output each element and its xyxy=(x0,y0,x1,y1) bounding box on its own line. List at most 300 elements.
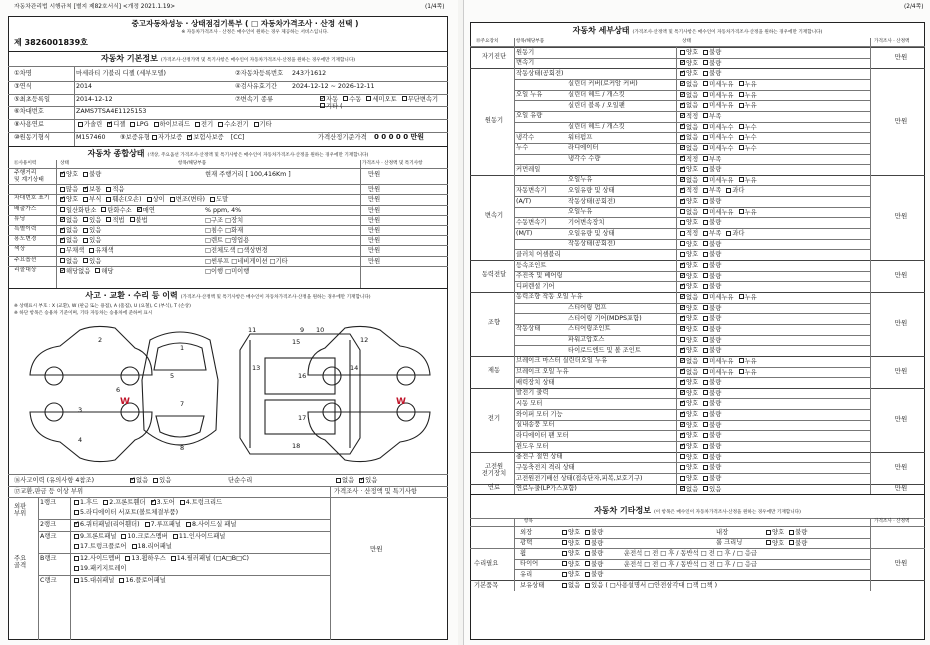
detail-option xyxy=(737,124,757,131)
detail-option xyxy=(701,230,721,237)
checkbox[interactable] xyxy=(703,135,708,140)
checkbox[interactable] xyxy=(680,476,685,481)
checkbox[interactable] xyxy=(703,348,708,353)
checkbox[interactable] xyxy=(83,228,88,233)
column-divider xyxy=(70,497,71,640)
detail-option xyxy=(701,113,721,120)
checkbox[interactable] xyxy=(703,369,708,374)
checkbox[interactable] xyxy=(703,454,708,459)
checkbox[interactable] xyxy=(137,207,142,212)
checkbox[interactable] xyxy=(739,92,744,97)
checkbox[interactable] xyxy=(74,510,79,515)
checkbox[interactable] xyxy=(680,113,685,118)
checkbox[interactable] xyxy=(145,522,150,527)
checkbox[interactable] xyxy=(680,60,685,65)
checkbox[interactable] xyxy=(680,348,685,353)
summary-state xyxy=(58,186,208,193)
checkbox[interactable] xyxy=(106,197,111,202)
checkbox[interactable] xyxy=(147,197,152,202)
checkbox[interactable] xyxy=(680,103,685,108)
checkbox[interactable] xyxy=(680,284,685,289)
checkbox[interactable] xyxy=(585,572,590,577)
checkbox[interactable] xyxy=(680,156,685,161)
checkbox[interactable] xyxy=(703,113,708,118)
option-label: 불량 xyxy=(709,59,722,67)
summary-price: 만원 xyxy=(368,206,381,214)
checkbox[interactable] xyxy=(739,177,744,182)
checkbox[interactable] xyxy=(562,572,567,577)
detail-option xyxy=(737,177,757,184)
part-options xyxy=(72,565,130,572)
other-option xyxy=(583,571,603,578)
detail-subitem: 오일유량 및 상태 xyxy=(568,186,615,194)
checkbox[interactable] xyxy=(585,540,590,545)
repair-option xyxy=(334,477,354,484)
checkbox[interactable] xyxy=(703,167,708,172)
checkbox[interactable] xyxy=(130,122,135,127)
checkbox[interactable] xyxy=(703,422,708,427)
option-label: 양호 xyxy=(772,539,785,547)
checkbox[interactable] xyxy=(74,544,79,549)
checkbox[interactable] xyxy=(83,258,88,263)
checkbox[interactable] xyxy=(680,124,685,129)
summary-option xyxy=(58,217,78,224)
checkbox[interactable] xyxy=(60,197,65,202)
detail-option xyxy=(678,166,698,173)
row-divider xyxy=(514,196,870,197)
detail-option xyxy=(737,102,757,109)
option-label: 있음 xyxy=(159,477,172,484)
option-label: 양호 xyxy=(686,453,699,461)
detail-header: 가격조사 · 산정액 xyxy=(874,39,910,44)
detail-options xyxy=(678,379,724,386)
checkbox[interactable] xyxy=(680,273,685,278)
option-label: 양호 xyxy=(568,571,581,578)
option-label: 양호 xyxy=(66,171,79,178)
option-label: 없음 xyxy=(66,237,79,245)
diagram-part-number: 5 xyxy=(170,372,175,380)
option-label: 양호 xyxy=(686,272,699,280)
checkbox[interactable] xyxy=(180,500,185,505)
checkbox[interactable] xyxy=(703,476,708,481)
checkbox[interactable] xyxy=(121,534,126,539)
option-label: 불량 xyxy=(709,421,722,429)
checkbox[interactable] xyxy=(83,172,88,177)
checkbox[interactable] xyxy=(680,231,685,236)
checkbox[interactable] xyxy=(680,220,685,225)
detail-options xyxy=(678,113,724,120)
checkbox[interactable] xyxy=(359,478,364,483)
checkbox[interactable] xyxy=(703,220,708,225)
parts-line xyxy=(72,565,330,572)
checkbox[interactable] xyxy=(106,187,111,192)
checkbox[interactable] xyxy=(562,551,567,556)
summary-price: 만원 xyxy=(368,257,381,265)
detail-group: 자기진단 xyxy=(481,52,507,60)
checkbox[interactable] xyxy=(739,209,744,214)
checkbox[interactable] xyxy=(74,578,79,583)
checkbox[interactable] xyxy=(703,412,708,417)
checkbox[interactable] xyxy=(152,135,157,140)
checkbox[interactable] xyxy=(680,167,685,172)
checkbox[interactable] xyxy=(703,60,708,65)
checkbox[interactable] xyxy=(585,530,590,535)
detail-option xyxy=(678,464,698,471)
checkbox[interactable] xyxy=(218,122,223,127)
checkbox[interactable] xyxy=(680,465,685,470)
checkbox[interactable] xyxy=(739,294,744,299)
other-title-text: 자동차 기타정보 xyxy=(594,506,651,515)
column-divider xyxy=(360,160,361,288)
checkbox[interactable] xyxy=(703,71,708,76)
checkbox[interactable] xyxy=(680,294,685,299)
transmission-option xyxy=(400,96,438,103)
checkbox[interactable] xyxy=(680,92,685,97)
checkbox[interactable] xyxy=(703,326,708,331)
checkbox[interactable] xyxy=(320,96,325,101)
detail-options xyxy=(678,294,760,301)
checkbox[interactable] xyxy=(78,122,83,127)
checkbox[interactable] xyxy=(703,433,708,438)
checkbox[interactable] xyxy=(130,217,135,222)
checkbox[interactable] xyxy=(60,187,65,192)
detail-group-price: 만원 xyxy=(894,483,908,492)
detail-item: 원동기 xyxy=(516,48,535,56)
checkbox[interactable] xyxy=(171,556,176,561)
part-options xyxy=(72,521,239,528)
basic-value-2: 243가1612 xyxy=(292,70,327,77)
detail-option xyxy=(737,294,757,301)
detail-subitem: 스티어링조인트 xyxy=(568,325,611,333)
checkbox[interactable] xyxy=(739,145,744,150)
checkbox[interactable] xyxy=(703,337,708,342)
option-label: 기타 ( xyxy=(326,102,343,110)
checkbox[interactable] xyxy=(320,103,325,108)
checkbox[interactable] xyxy=(680,199,685,204)
checkbox[interactable] xyxy=(187,135,192,140)
checkbox[interactable] xyxy=(703,209,708,214)
parts-rank: 1랭크 xyxy=(40,499,57,506)
checkbox[interactable] xyxy=(703,380,708,385)
checkbox[interactable] xyxy=(60,258,65,263)
checkbox[interactable] xyxy=(680,486,685,491)
checkbox[interactable] xyxy=(680,241,685,246)
checkbox[interactable] xyxy=(680,454,685,459)
checkbox[interactable] xyxy=(680,444,685,449)
checkbox[interactable] xyxy=(703,358,708,363)
detail-item: 커먼레일 xyxy=(516,165,541,173)
checkbox[interactable] xyxy=(703,263,708,268)
option-label: 불량 xyxy=(709,70,722,78)
checkbox[interactable] xyxy=(254,122,259,127)
checkbox[interactable] xyxy=(60,172,65,177)
checkbox[interactable] xyxy=(101,207,106,212)
checkbox[interactable] xyxy=(119,578,124,583)
checkbox[interactable] xyxy=(680,50,685,55)
checkbox[interactable] xyxy=(680,380,685,385)
checkbox[interactable] xyxy=(703,81,708,86)
checkbox[interactable] xyxy=(680,390,685,395)
checkbox[interactable] xyxy=(585,551,590,556)
checkbox[interactable] xyxy=(60,238,65,243)
checkbox[interactable] xyxy=(739,358,744,363)
group-divider xyxy=(470,388,925,389)
detail-group-price: 만원 xyxy=(894,270,908,279)
checkbox[interactable] xyxy=(703,199,708,204)
checkbox[interactable] xyxy=(680,81,685,86)
checkbox[interactable] xyxy=(703,316,708,321)
checkbox[interactable] xyxy=(562,583,567,588)
checkbox[interactable] xyxy=(60,268,65,273)
checkbox[interactable] xyxy=(680,135,685,140)
summary-extra: □썬루프 □네비게이션 □기타 xyxy=(205,257,288,265)
row-divider xyxy=(514,420,870,421)
detail-option xyxy=(701,432,721,439)
summary-option xyxy=(81,196,101,203)
checkbox[interactable] xyxy=(60,248,65,253)
option-label: 없음 xyxy=(66,227,79,234)
option-label: 누유 xyxy=(744,80,757,88)
option-label: 불량 xyxy=(709,379,722,387)
checkbox[interactable] xyxy=(95,268,100,273)
checkbox[interactable] xyxy=(680,369,685,374)
checkbox[interactable] xyxy=(703,294,708,299)
basic-items-state xyxy=(560,582,860,589)
checkbox[interactable] xyxy=(703,145,708,150)
detail-options xyxy=(678,273,724,280)
checkbox[interactable] xyxy=(74,556,79,561)
detail-state xyxy=(678,124,868,131)
checkbox[interactable] xyxy=(125,556,130,561)
basic-label-2: ④검사유효기간 xyxy=(235,82,278,90)
checkbox[interactable] xyxy=(703,401,708,406)
checkbox[interactable] xyxy=(343,96,348,101)
checkbox[interactable] xyxy=(173,534,178,539)
other-options xyxy=(560,571,606,578)
checkbox[interactable] xyxy=(680,145,685,150)
checkbox[interactable] xyxy=(680,401,685,406)
checkbox[interactable] xyxy=(210,197,215,202)
checkbox[interactable] xyxy=(103,500,108,505)
checkbox[interactable] xyxy=(739,81,744,86)
checkbox[interactable] xyxy=(132,544,137,549)
checkbox[interactable] xyxy=(739,124,744,129)
summary-header: 가격조사 · 산정액 및 특기사항 xyxy=(362,161,423,166)
diagram-part-number: 13 xyxy=(252,364,261,372)
other-header: 가격조사 · 산정액 xyxy=(874,519,910,524)
checkbox[interactable] xyxy=(74,534,79,539)
checkbox[interactable] xyxy=(726,231,731,236)
checkbox[interactable] xyxy=(703,273,708,278)
car-damage-diagram xyxy=(20,320,440,468)
checkbox[interactable] xyxy=(195,122,200,127)
basic-item-option xyxy=(583,582,717,589)
row-divider xyxy=(8,194,448,195)
checkbox[interactable] xyxy=(703,231,708,236)
checkbox[interactable] xyxy=(703,188,708,193)
detail-item: 와이퍼 모터 기능 xyxy=(516,410,563,418)
checkbox[interactable] xyxy=(703,124,708,129)
checkbox[interactable] xyxy=(562,540,567,545)
checkbox[interactable] xyxy=(366,96,371,101)
option-label: 불량 xyxy=(591,529,604,536)
diagram-part-number: 14 xyxy=(350,364,359,372)
checkbox[interactable] xyxy=(680,263,685,268)
checkbox[interactable] xyxy=(585,583,590,588)
checkbox[interactable] xyxy=(151,500,156,505)
other-option xyxy=(583,540,603,547)
checkbox[interactable] xyxy=(402,96,407,101)
option-label: 10.크로스멤버 xyxy=(127,533,168,540)
checkbox[interactable] xyxy=(789,530,794,535)
checkbox[interactable] xyxy=(739,103,744,108)
checkbox[interactable] xyxy=(703,156,708,161)
row-divider xyxy=(8,486,448,487)
summary-options xyxy=(58,247,117,254)
parts-price-header: 가격조사 · 산정액 및 특기사항 xyxy=(334,488,418,495)
checkbox[interactable] xyxy=(680,422,685,427)
checkbox[interactable] xyxy=(89,248,94,253)
diagram-part-number: 9 xyxy=(300,326,305,334)
checkbox[interactable] xyxy=(680,71,685,76)
checkbox[interactable] xyxy=(680,337,685,342)
column-divider xyxy=(74,66,75,146)
checkbox[interactable] xyxy=(106,217,111,222)
checkbox[interactable] xyxy=(74,500,79,505)
detail-option xyxy=(678,486,698,493)
option-label: 1.후드 xyxy=(80,499,99,506)
checkbox[interactable] xyxy=(336,478,341,483)
detail-option xyxy=(701,60,721,67)
option-label: 디젤 xyxy=(113,121,126,129)
checkbox[interactable] xyxy=(60,217,65,222)
option-label: 없음 xyxy=(686,368,699,376)
detail-option xyxy=(701,251,721,258)
other2-option xyxy=(787,529,807,536)
detail-header: 상태 xyxy=(682,39,691,44)
checkbox[interactable] xyxy=(703,241,708,246)
price-label: 가격산정기준가격 xyxy=(318,134,367,141)
checkbox[interactable] xyxy=(83,187,88,192)
option-label: 양호 xyxy=(686,347,699,355)
checkbox[interactable] xyxy=(703,390,708,395)
checkbox[interactable] xyxy=(153,478,158,483)
checkbox[interactable] xyxy=(680,209,685,214)
checkbox[interactable] xyxy=(585,561,590,566)
group-divider xyxy=(470,292,925,293)
checkbox[interactable] xyxy=(680,316,685,321)
option-label: 없음 xyxy=(686,102,699,110)
option-label: 불량 xyxy=(709,432,722,440)
checkbox[interactable] xyxy=(74,566,79,571)
price-value: 0 0 0 0 0 만원 xyxy=(374,133,425,141)
checkbox[interactable] xyxy=(130,478,135,483)
checkbox[interactable] xyxy=(83,197,88,202)
checkbox[interactable] xyxy=(703,177,708,182)
summary-option xyxy=(145,196,165,203)
checkbox[interactable] xyxy=(562,530,567,535)
option-label: 양호 xyxy=(772,529,785,536)
checkbox[interactable] xyxy=(680,433,685,438)
detail-item: 시동 모터 xyxy=(516,399,543,407)
row-divider xyxy=(514,559,870,560)
checkbox[interactable] xyxy=(60,207,65,212)
checkbox[interactable] xyxy=(703,252,708,257)
checkbox[interactable] xyxy=(703,92,708,97)
other-state xyxy=(560,550,620,557)
detail-state xyxy=(678,102,868,109)
checkbox[interactable] xyxy=(680,177,685,182)
checkbox[interactable] xyxy=(680,326,685,331)
detail-group: 조향 xyxy=(487,318,501,326)
option-label: 적법 xyxy=(112,216,125,224)
checkbox[interactable] xyxy=(766,540,771,545)
accident-legend: ※ 상태표시 부호 : X (교환), W (판금 또는 용접), A (흠집), U (요철), C (부식), T (손상) xyxy=(14,304,191,309)
checkbox[interactable] xyxy=(562,561,567,566)
checkbox[interactable] xyxy=(703,284,708,289)
checkbox[interactable] xyxy=(680,358,685,363)
option-label: 11.인사이드패널 xyxy=(178,533,226,540)
checkbox[interactable] xyxy=(703,465,708,470)
checkbox[interactable] xyxy=(170,197,175,202)
parts-group: 외판 부위 xyxy=(14,503,27,518)
option-label: 적정 xyxy=(686,230,699,238)
page-2 xyxy=(463,0,930,645)
detail-group: 고전원 전기장치 xyxy=(481,462,507,477)
row-divider xyxy=(514,367,870,368)
detail-subitem: 오일유량 및 상태 xyxy=(568,229,615,237)
checkbox[interactable] xyxy=(83,238,88,243)
option-label: 16.플로어패널 xyxy=(125,577,166,584)
checkbox[interactable] xyxy=(680,412,685,417)
summary-option xyxy=(58,227,78,234)
row-divider xyxy=(514,58,870,59)
checkbox[interactable] xyxy=(680,188,685,193)
basic-label: ①차명 xyxy=(14,70,32,77)
checkbox[interactable] xyxy=(107,122,112,127)
checkbox[interactable] xyxy=(680,252,685,257)
accident-legend-2: ※ 하단 항목은 승용차 기준이며, 기타 자동차는 승용차에 준하여 표시 xyxy=(14,311,153,316)
checkbox[interactable] xyxy=(60,228,65,233)
checkbox[interactable] xyxy=(680,305,685,310)
detail-state xyxy=(678,49,868,56)
checkbox[interactable] xyxy=(739,369,744,374)
option-label: 적정 xyxy=(686,112,699,120)
checkbox[interactable] xyxy=(726,188,731,193)
checkbox[interactable] xyxy=(154,122,159,127)
checkbox[interactable] xyxy=(766,530,771,535)
checkbox[interactable] xyxy=(703,103,708,108)
checkbox[interactable] xyxy=(703,50,708,55)
checkbox[interactable] xyxy=(703,305,708,310)
checkbox[interactable] xyxy=(739,135,744,140)
detail-option xyxy=(724,187,744,194)
checkbox[interactable] xyxy=(703,444,708,449)
part-option xyxy=(72,577,114,584)
summary-price: 만원 xyxy=(368,227,381,234)
detail-option xyxy=(678,358,698,365)
checkbox[interactable] xyxy=(83,217,88,222)
option-label: 양호 xyxy=(686,443,699,451)
row-divider xyxy=(514,122,870,123)
summary-option xyxy=(58,171,78,178)
checkbox[interactable] xyxy=(789,540,794,545)
checkbox[interactable] xyxy=(186,522,191,527)
other-options xyxy=(560,529,606,536)
option-label: 누수 xyxy=(744,123,757,131)
checkbox[interactable] xyxy=(74,522,79,527)
checkbox[interactable] xyxy=(703,486,708,491)
